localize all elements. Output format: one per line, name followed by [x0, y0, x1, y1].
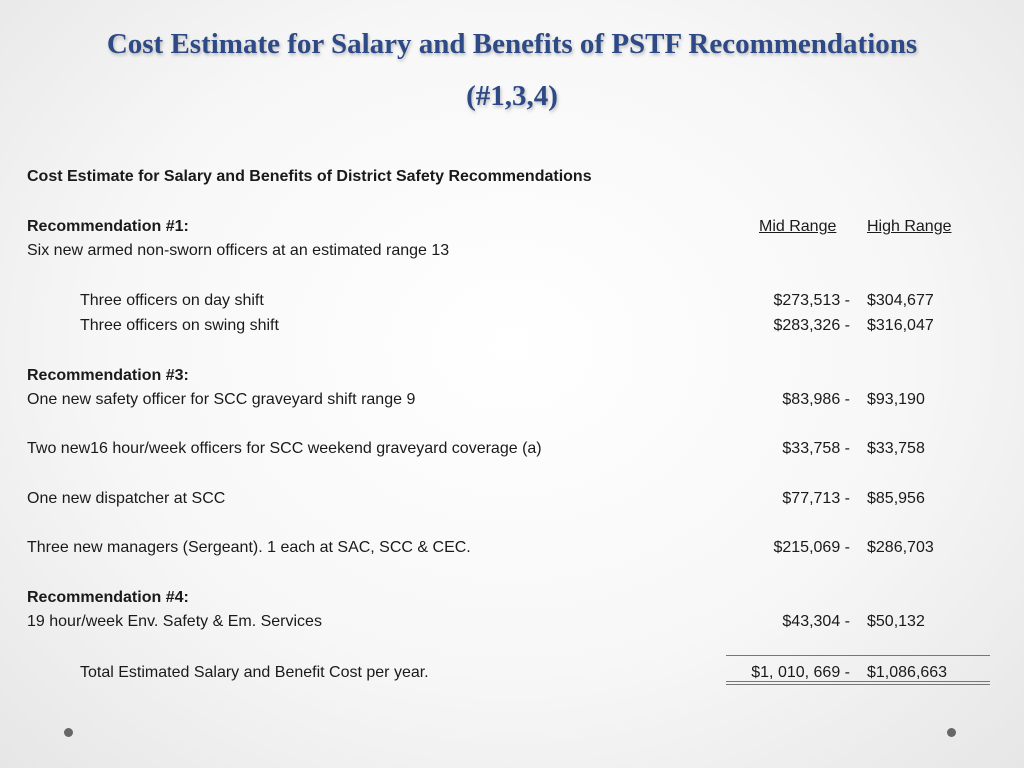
row-high-value: $33,758 [867, 440, 925, 457]
row-high-value: $85,956 [867, 490, 925, 507]
row-high-value: $304,677 [867, 292, 934, 309]
row-mid-value: $283,326 - [773, 317, 850, 334]
row-mid-value: $33,758 - [782, 440, 850, 457]
recommendation-4-heading: Recommendation #4: [27, 589, 189, 606]
mid-range-header: Mid Range [759, 218, 837, 235]
row-mid-value: $43,304 - [782, 613, 850, 630]
row-label: Three new managers (Sergeant). 1 each at SAC, SCC & CEC. [27, 539, 471, 556]
decorative-dot-right [947, 728, 956, 737]
row-mid-value: $273,513 - [773, 292, 850, 309]
row-label: One new safety officer for SCC graveyard shift range 9 [27, 391, 416, 408]
row-mid-value: $215,069 - [773, 539, 850, 556]
total-mid-value: $1, 010, 669 - [751, 664, 850, 681]
recommendation-1-description: Six new armed non-sworn officers at an estimated range 13 [27, 242, 450, 259]
row-high-value: $50,132 [867, 613, 925, 630]
row-mid-value: $77,713 - [782, 490, 850, 507]
recommendation-1-heading: Recommendation #1: [27, 218, 189, 235]
row-label: Three officers on day shift [80, 292, 264, 309]
slide-title: Cost Estimate for Salary and Benefits of PSTF Recommendations [106, 28, 918, 60]
total-high-value: $1,086,663 [867, 664, 948, 681]
row-label: Three officers on swing shift [80, 317, 279, 334]
section-subtitle: Cost Estimate for Salary and Benefits of District Safety Recommendations [27, 168, 592, 185]
total-label: Total Estimated Salary and Benefit Cost per year. [80, 664, 429, 681]
row-high-value: $316,047 [867, 317, 934, 334]
total-top-rule [726, 655, 990, 656]
row-high-value: $286,703 [867, 539, 934, 556]
row-label: Two new16 hour/week officers for SCC weekend graveyard coverage (a) [27, 440, 542, 457]
recommendation-3-heading: Recommendation #3: [27, 367, 189, 384]
row-label: One new dispatcher at SCC [27, 490, 226, 507]
high-range-header: High Range [867, 218, 952, 235]
total-double-rule-2 [726, 684, 990, 685]
decorative-dot-left [64, 728, 73, 737]
row-mid-value: $83,986 - [782, 391, 850, 408]
row-high-value: $93,190 [867, 391, 925, 408]
row-label: 19 hour/week Env. Safety & Em. Services [27, 613, 322, 630]
total-double-rule-1 [726, 681, 990, 682]
slide-title-numbers: (#1,3,4) [466, 80, 558, 112]
